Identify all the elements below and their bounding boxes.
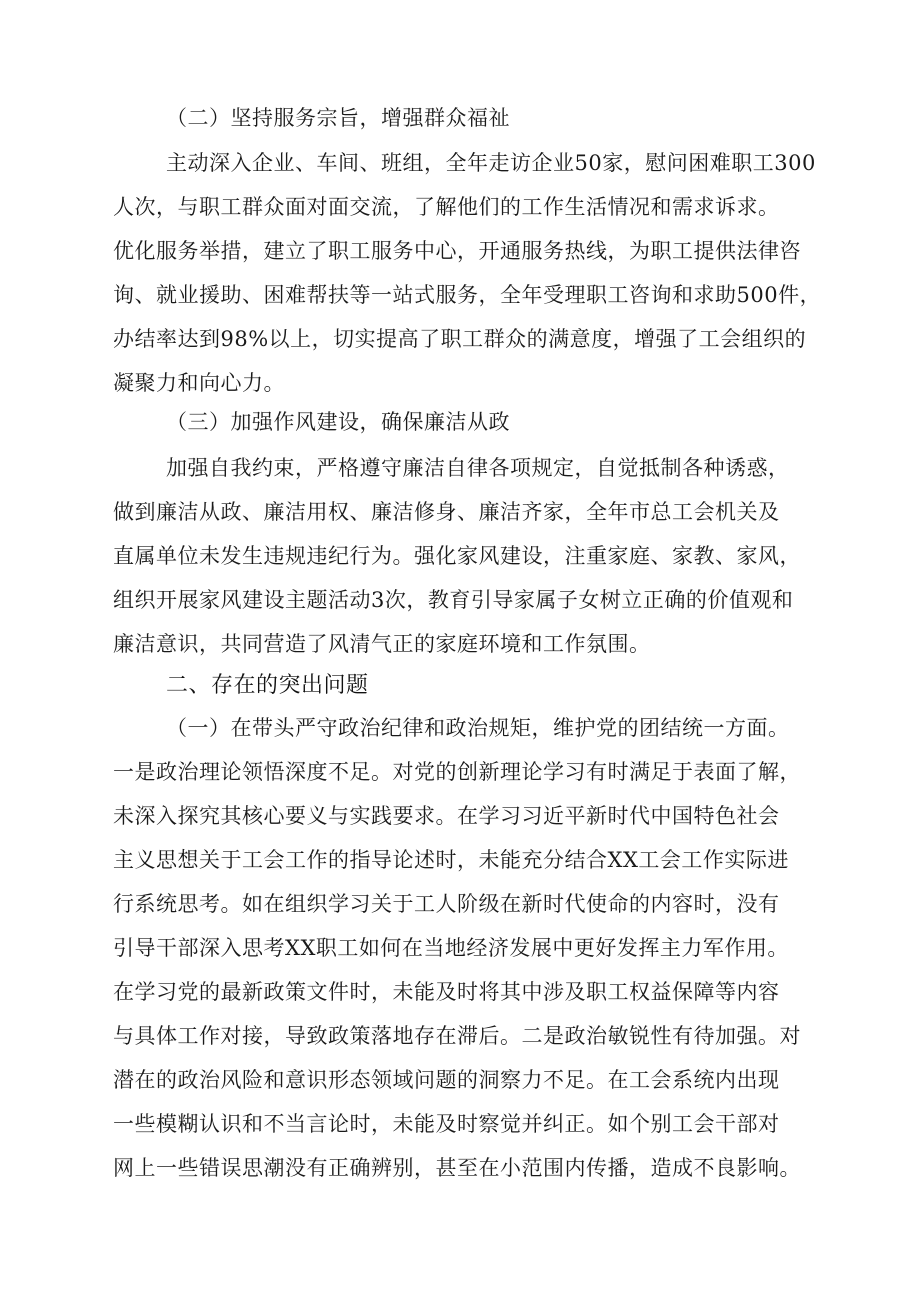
paragraph-line: 一些模糊认识和不当言论时，未能及时察觉并纠正。如个别工会干部对 xyxy=(113,1112,780,1136)
paragraph-line: 主义思想关于工会工作的指导论述时，未能充分结合XX工会工作实际进 xyxy=(113,848,789,872)
paragraph-line: 直属单位未发生违规违纪行为。强化家风建设，注重家庭、家教、家风， xyxy=(113,544,801,568)
paragraph-line: 在学习党的最新政策文件时，未能及时将其中涉及职工权益保障等内容 xyxy=(113,980,780,1004)
paragraph-line: 引导干部深入思考XX职工如何在当地经济发展中更好发挥主力军作用。 xyxy=(113,936,789,960)
section-heading-3: （三）加强作风建设，确保廉洁从政 xyxy=(166,410,510,434)
paragraph-line: 一是政治理论领悟深度不足。对党的创新理论学习有时满足于表面了解， xyxy=(113,760,801,784)
paragraph-line: 做到廉洁从政、廉洁用权、廉洁修身、廉洁齐家，全年市总工会机关及 xyxy=(113,500,780,524)
paragraph-line: 网上一些错误思潮没有正确辨别，甚至在小范围内传播，造成不良影响。 xyxy=(113,1156,801,1180)
chapter-heading: 二、存在的突出问题 xyxy=(166,673,369,698)
paragraph-line: 主动深入企业、车间、班组，全年走访企业50家，慰问困难职工300 xyxy=(166,151,816,175)
paragraph-line: 廉洁意识，共同营造了风清气正的家庭环境和工作氛围。 xyxy=(113,632,651,656)
paragraph-line: 优化服务举措，建立了职工服务中心，开通服务热线，为职工提供法律咨 xyxy=(113,239,801,263)
paragraph-line: 凝聚力和向心力。 xyxy=(113,371,285,395)
paragraph-line: 询、就业援助、困难帮扶等一站式服务，全年受理职工咨询和求助500件， xyxy=(113,283,822,307)
paragraph-line: 加强自我约束，严格遵守廉洁自律各项规定，自觉抵制各种诱惑， xyxy=(166,456,790,480)
paragraph-line: 潜在的政治风险和意识形态领域问题的洞察力不足。在工会系统内出现 xyxy=(113,1068,780,1092)
paragraph-line: （一）在带头严守政治纪律和政治规矩，维护党的团结统一方面。 xyxy=(166,716,790,740)
paragraph-line: 人次，与职工群众面对面交流，了解他们的工作生活情况和需求诉求。 xyxy=(113,195,780,219)
paragraph-line: 办结率达到98%以上，切实提高了职工群众的满意度，增强了工会组织的 xyxy=(113,327,807,351)
paragraph-line: 未深入探究其核心要义与实践要求。在学习习近平新时代中国特色社会 xyxy=(113,804,780,828)
paragraph-line: 行系统思考。如在组织学习关于工人阶级在新时代使命的内容时，没有 xyxy=(113,892,780,916)
paragraph-line: 组织开展家风建设主题活动3次，教育引导家属子女树立正确的价值观和 xyxy=(113,588,794,612)
section-heading-2: （二）坚持服务宗旨，增强群众福祉 xyxy=(166,106,510,130)
paragraph-line: 与具体工作对接，导致政策落地存在滞后。二是政治敏锐性有待加强。对 xyxy=(113,1024,801,1048)
